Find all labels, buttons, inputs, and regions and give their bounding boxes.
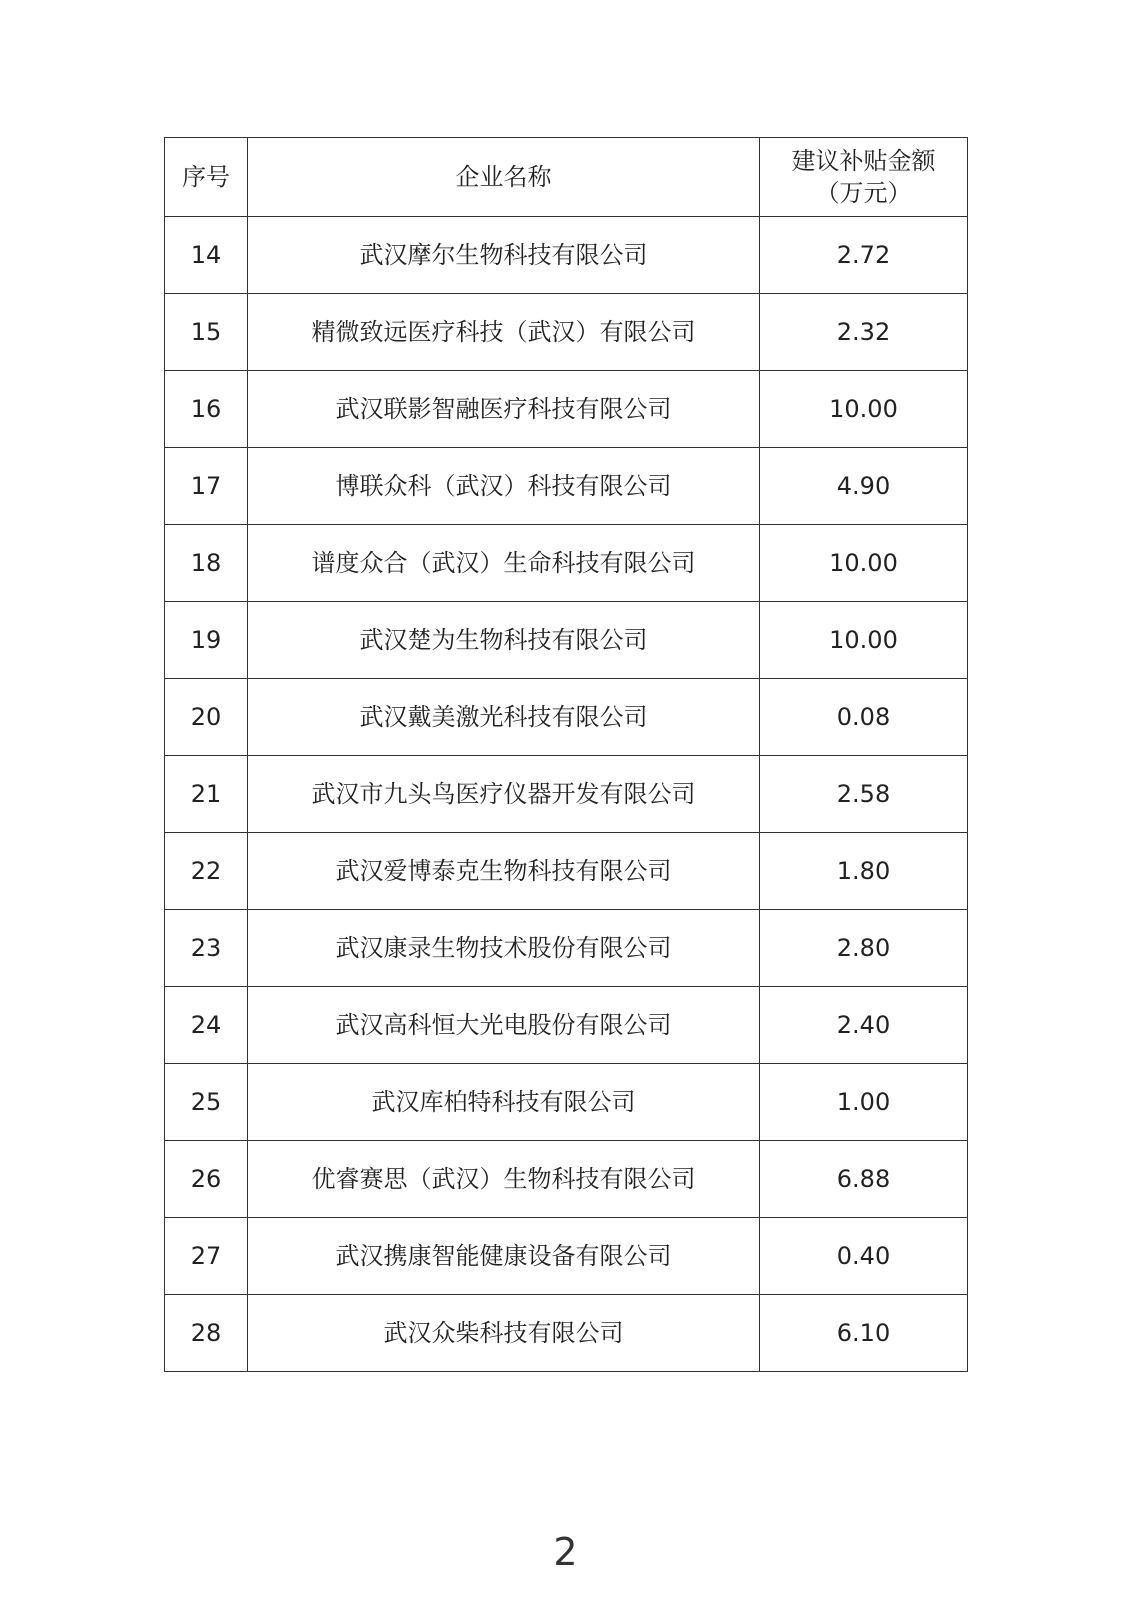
- cell-amount: 1.00: [760, 1064, 968, 1141]
- cell-amount: 10.00: [760, 525, 968, 602]
- cell-company-name: 优睿赛思（武汉）生物科技有限公司: [248, 1141, 760, 1218]
- cell-amount: 2.72: [760, 217, 968, 294]
- cell-company-name: 武汉携康智能健康设备有限公司: [248, 1218, 760, 1295]
- cell-amount: 0.08: [760, 679, 968, 756]
- cell-amount: 2.80: [760, 910, 968, 987]
- table-row: [165, 1064, 968, 1141]
- cell-seq: 16: [165, 371, 248, 448]
- table-row: [165, 679, 968, 756]
- cell-company-name: 武汉楚为生物科技有限公司: [248, 602, 760, 679]
- table-row: [165, 756, 968, 833]
- cell-company-name: 武汉高科恒大光电股份有限公司: [248, 987, 760, 1064]
- cell-company-name: 精微致远医疗科技（武汉）有限公司: [248, 294, 760, 371]
- cell-company-name: 武汉众柴科技有限公司: [248, 1295, 760, 1372]
- header-amount-line1: 建议补贴金额: [791, 146, 936, 175]
- cell-seq: 20: [165, 679, 248, 756]
- table-row: [165, 217, 968, 294]
- cell-amount: 2.32: [760, 294, 968, 371]
- cell-company-name: 武汉库柏特科技有限公司: [248, 1064, 760, 1141]
- cell-amount: 2.40: [760, 987, 968, 1064]
- cell-amount: 4.90: [760, 448, 968, 525]
- cell-amount: 10.00: [760, 371, 968, 448]
- cell-amount: 10.00: [760, 602, 968, 679]
- table-row: [165, 833, 968, 910]
- cell-seq: 15: [165, 294, 248, 371]
- table-body: [165, 217, 968, 1372]
- cell-company-name: 武汉联影智融医疗科技有限公司: [248, 371, 760, 448]
- cell-seq: 26: [165, 1141, 248, 1218]
- table-row: [165, 1295, 968, 1372]
- cell-seq: 18: [165, 525, 248, 602]
- cell-amount: 1.80: [760, 833, 968, 910]
- table-row: [165, 448, 968, 525]
- cell-seq: 24: [165, 987, 248, 1064]
- cell-seq: 23: [165, 910, 248, 987]
- cell-company-name: 武汉市九头鸟医疗仪器开发有限公司: [248, 756, 760, 833]
- table-row: [165, 294, 968, 371]
- cell-amount: 0.40: [760, 1218, 968, 1295]
- page-number: 2: [553, 1530, 578, 1574]
- cell-seq: 17: [165, 448, 248, 525]
- cell-seq: 25: [165, 1064, 248, 1141]
- header-amount-line2: （万元）: [815, 179, 912, 207]
- table-row: [165, 371, 968, 448]
- subsidy-table: [164, 137, 968, 1372]
- cell-seq: 21: [165, 756, 248, 833]
- cell-seq: 22: [165, 833, 248, 910]
- cell-company-name: 博联众科（武汉）科技有限公司: [248, 448, 760, 525]
- cell-seq: 28: [165, 1295, 248, 1372]
- header-amount: [760, 138, 968, 217]
- cell-company-name: 谱度众合（武汉）生命科技有限公司: [248, 525, 760, 602]
- table-row: [165, 602, 968, 679]
- cell-company-name: 武汉摩尔生物科技有限公司: [248, 217, 760, 294]
- table-row: [165, 910, 968, 987]
- cell-amount: 2.58: [760, 756, 968, 833]
- cell-amount: 6.10: [760, 1295, 968, 1372]
- cell-seq: 19: [165, 602, 248, 679]
- cell-company-name: 武汉戴美激光科技有限公司: [248, 679, 760, 756]
- cell-company-name: 武汉爱博泰克生物科技有限公司: [248, 833, 760, 910]
- cell-seq: 27: [165, 1218, 248, 1295]
- table-row: [165, 525, 968, 602]
- header-company-name: 企业名称: [248, 138, 760, 217]
- header-seq: 序号: [165, 138, 248, 217]
- table-row: [165, 1141, 968, 1218]
- cell-seq: 14: [165, 217, 248, 294]
- table-row: [165, 987, 968, 1064]
- table-row: [165, 1218, 968, 1295]
- cell-company-name: 武汉康录生物技术股份有限公司: [248, 910, 760, 987]
- table-header-row: [165, 138, 968, 217]
- cell-amount: 6.88: [760, 1141, 968, 1218]
